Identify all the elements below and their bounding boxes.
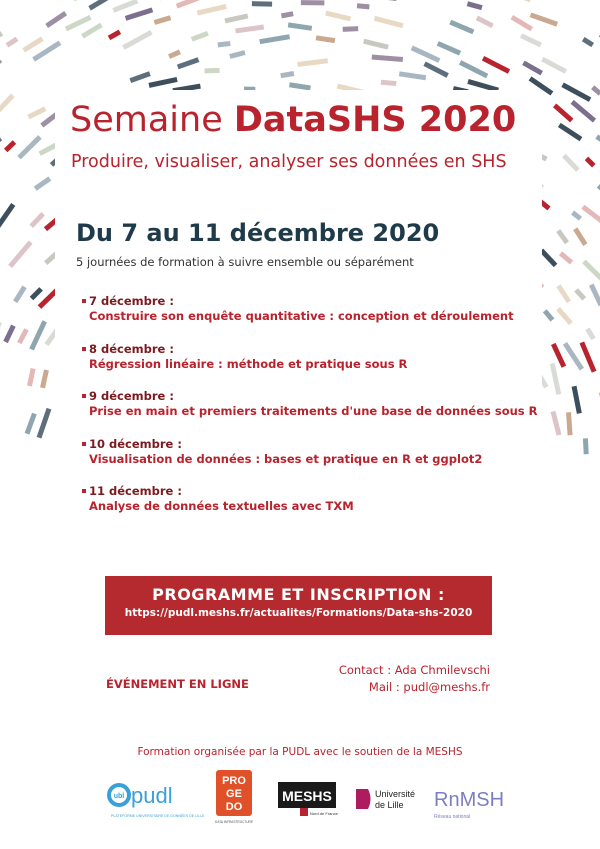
globe-stripe	[0, 58, 2, 81]
globe-stripe	[437, 41, 461, 55]
globe-stripe	[229, 50, 245, 59]
globe-stripe	[27, 106, 46, 119]
globe-stripe	[543, 309, 555, 321]
rnmsh-mark: RnMSH	[434, 789, 505, 811]
progedo-logo	[216, 770, 256, 828]
globe-stripe	[582, 37, 594, 47]
date-range-heading: Du 7 au 11 décembre 2020	[76, 219, 440, 247]
globe-stripe	[0, 31, 3, 49]
session-item	[82, 484, 542, 532]
program-registration-banner[interactable]	[105, 576, 492, 635]
globe-stripe	[530, 12, 558, 26]
globe-stripe	[423, 61, 448, 77]
progedo-line2: GE	[226, 788, 242, 800]
globe-stripe	[541, 57, 567, 74]
session-day: 9 décembre :	[89, 389, 174, 403]
globe-stripe	[176, 0, 200, 8]
globe-stripe	[29, 320, 47, 350]
globe-stripe	[459, 60, 488, 78]
globe-stripe	[559, 251, 573, 264]
globe-stripe	[29, 212, 45, 228]
lille-line1: Université	[375, 789, 416, 799]
globe-stripe	[583, 438, 589, 454]
globe-stripe	[281, 11, 294, 18]
globe-stripe	[449, 20, 474, 34]
globe-stripe	[571, 211, 582, 221]
footer-credit: Formation organisée par la PUDL avec le soutien de la MESHS	[137, 746, 463, 758]
globe-stripe	[148, 77, 177, 88]
globe-stripe	[13, 286, 27, 304]
globe-stripe	[343, 26, 359, 32]
globe-stripe	[125, 7, 153, 20]
program-title: PROGRAMME ET INSCRIPTION :	[152, 585, 445, 604]
globe-stripe	[411, 46, 441, 63]
globe-stripe	[252, 1, 272, 6]
universite-lille-logo	[354, 785, 424, 815]
globe-stripe	[3, 325, 15, 343]
globe-stripe	[558, 123, 582, 141]
globe-stripe	[561, 83, 591, 102]
progedo-line1: PRO	[222, 775, 246, 787]
globe-stripe	[108, 30, 121, 40]
session-day: 11 décembre :	[89, 484, 182, 498]
globe-stripe	[556, 284, 571, 303]
globe-stripe	[191, 31, 209, 42]
globe-stripe	[4, 140, 16, 152]
globe-stripe	[25, 413, 37, 435]
page-subtitle: Produire, visualiser, analyser ses données en SHS	[71, 152, 507, 172]
date-tagline: 5 journées de formation à suivre ensemble ou séparément	[76, 255, 414, 269]
globe-stripe	[6, 37, 19, 48]
globe-stripe	[562, 154, 580, 172]
meshs-wordmark: MESHS	[282, 788, 332, 804]
globe-stripe	[8, 240, 32, 268]
globe-stripe	[585, 157, 596, 168]
globe-stripe	[381, 80, 397, 86]
globe-stripe	[17, 328, 29, 344]
globe-stripe	[522, 61, 543, 76]
globe-stripe	[511, 15, 533, 31]
globe-stripe	[224, 13, 248, 23]
globe-stripe	[34, 176, 51, 190]
globe-stripe	[357, 3, 370, 9]
pudl-logo	[105, 778, 205, 823]
globe-stripe	[571, 100, 597, 123]
session-list	[82, 294, 542, 532]
globe-stripe	[556, 307, 573, 325]
globe-stripe	[374, 16, 404, 28]
globe-stripe	[259, 34, 290, 44]
contact-name: Contact : Ada Chmilevschi	[338, 663, 490, 677]
session-topic: Construire son enquête quantitative : conception et déroulement	[89, 309, 514, 323]
globe-stripe	[595, 135, 600, 148]
globe-stripe	[589, 284, 600, 307]
rnmsh-caption: Réseau national	[434, 814, 471, 820]
globe-stripe	[204, 68, 219, 73]
online-event-label: ÉVÉNEMENT EN LIGNE	[106, 677, 249, 691]
partner-logos	[100, 770, 520, 830]
globe-stripe	[582, 260, 600, 286]
contact-mail[interactable]: Mail : pudl@meshs.fr	[368, 680, 490, 694]
globe-stripe	[177, 57, 199, 69]
globe-stripe	[30, 287, 43, 300]
globe-stripe	[556, 229, 569, 244]
globe-stripe	[550, 363, 561, 395]
session-topic: Analyse de données textuelles avec TXM	[89, 499, 354, 513]
globe-stripe	[591, 85, 600, 95]
program-url-link[interactable]: https://pudl.meshs.fr/actualites/Formations/Data-shs-2020	[124, 607, 473, 619]
globe-stripe	[288, 22, 312, 30]
globe-stripe	[301, 0, 325, 5]
globe-stripe	[73, 0, 87, 1]
globe-stripe	[553, 103, 573, 122]
globe-stripe	[40, 369, 49, 388]
globe-stripe	[509, 0, 532, 2]
globe-stripe	[17, 135, 41, 159]
globe-stripe	[22, 36, 43, 52]
lille-line2: de Lille	[375, 800, 404, 810]
globe-stripe	[572, 386, 582, 414]
globe-stripe	[235, 25, 264, 34]
globe-stripe	[0, 136, 2, 146]
globe-stripe	[372, 55, 403, 62]
globe-stripe	[81, 23, 103, 39]
pudl-caption: PLATEFORME UNIVERSITAIRE DE DONNÉES DE LILLE	[111, 814, 205, 818]
globe-stripe	[585, 327, 595, 340]
globe-stripe	[129, 71, 150, 83]
session-topic: Prise en main et premiers traitements d'une base de données sous R	[89, 404, 538, 418]
globe-stripe	[363, 39, 389, 50]
session-item	[82, 437, 542, 485]
globe-stripe	[122, 30, 152, 50]
globe-stripe	[88, 0, 116, 10]
session-day: 8 décembre :	[89, 341, 174, 356]
globe-stripe	[0, 203, 15, 228]
globe-stripe	[280, 71, 294, 78]
globe-stripe	[476, 16, 494, 28]
contact-block	[339, 662, 490, 696]
globe-stripe	[297, 58, 328, 67]
globe-stripe	[37, 408, 52, 439]
globe-stripe	[520, 33, 542, 47]
globe-stripe	[540, 249, 558, 268]
globe-stripe	[45, 11, 67, 28]
session-day: 7 décembre :	[89, 294, 174, 308]
session-item	[82, 389, 542, 437]
globe-stripe	[566, 412, 573, 435]
globe-stripe	[168, 50, 181, 59]
meshs-caption: Nord de France	[310, 811, 338, 816]
globe-stripe	[65, 15, 92, 31]
pudl-wordmark: pudl	[131, 783, 173, 808]
globe-stripe	[0, 94, 15, 119]
globe-stripe	[399, 71, 426, 80]
globe-stripe	[325, 11, 351, 22]
session-item	[82, 294, 542, 342]
globe-stripe	[379, 0, 397, 1]
progedo-caption: DATA INFRASTRUCTURE	[215, 820, 253, 824]
title-prefix: Semaine	[70, 100, 223, 140]
globe-stripe	[154, 15, 172, 25]
globe-stripe	[0, 321, 2, 348]
globe-stripe	[574, 288, 586, 300]
globe-stripe	[467, 1, 483, 10]
rnmsh-logo	[432, 776, 505, 824]
globe-stripe	[27, 368, 36, 387]
title-bold: DataSHS 2020	[233, 100, 517, 140]
progedo-line3: DO	[225, 801, 243, 813]
page-title	[70, 100, 540, 140]
globe-stripe	[581, 205, 600, 227]
session-item	[82, 342, 542, 390]
session-topic: Régression linéaire : méthode et pratique sous R	[89, 356, 408, 371]
pudl-badge: ubl	[113, 793, 125, 800]
globe-stripe	[551, 411, 562, 436]
globe-stripe	[482, 56, 510, 74]
session-day: 10 décembre :	[89, 436, 182, 451]
globe-stripe	[112, 0, 138, 13]
globe-stripe	[218, 41, 231, 47]
globe-stripe	[573, 227, 587, 246]
meshs-logo	[278, 782, 336, 822]
globe-stripe	[197, 4, 227, 15]
globe-stripe	[316, 35, 336, 43]
session-topic: Visualisation de données : bases et pratique en R et ggplot2	[89, 451, 483, 466]
